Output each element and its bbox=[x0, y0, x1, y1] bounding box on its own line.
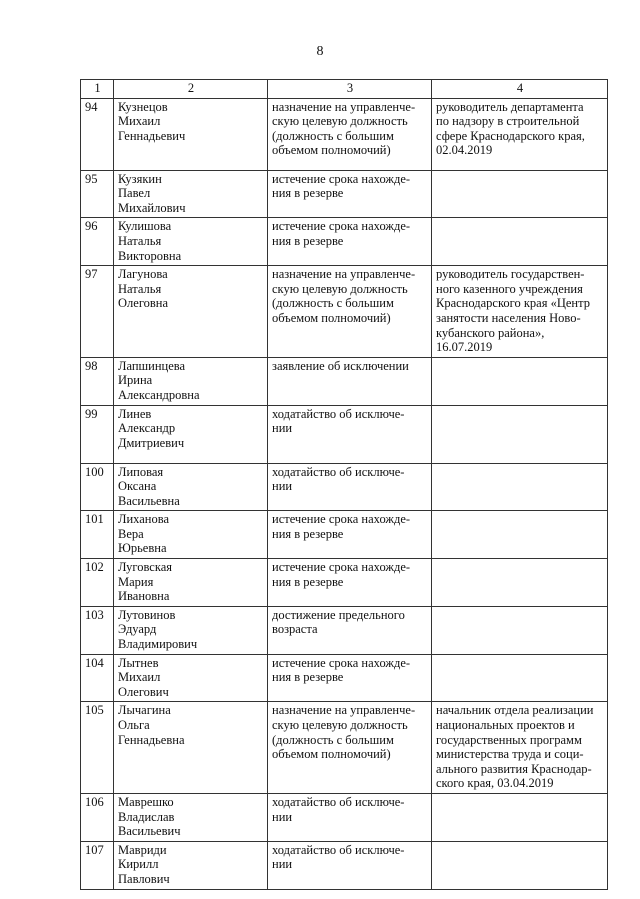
exclusion-reason: назначение на управленче- скую целевую должность (должность с большим объемом полномочий) bbox=[268, 702, 432, 794]
name-part: Павел bbox=[118, 186, 151, 201]
name-part: Михайлович bbox=[118, 200, 186, 215]
column-header: 2 bbox=[114, 80, 268, 99]
name-part: Наталья bbox=[118, 233, 162, 248]
appointed-position bbox=[432, 654, 608, 702]
row-number: 100 bbox=[81, 463, 114, 511]
row-number: 96 bbox=[81, 218, 114, 266]
name-part: Мария bbox=[118, 574, 154, 589]
person-name bbox=[114, 266, 268, 358]
reserve-exclusion-table bbox=[80, 79, 608, 890]
name-part: Ирина bbox=[118, 373, 153, 388]
appointed-position: руководитель департамента по надзору в строительной сфере Краснодарского края, 02.04.2019 bbox=[432, 98, 608, 170]
person-name bbox=[114, 793, 268, 841]
row-number: 107 bbox=[81, 841, 114, 889]
name-part: Олегович bbox=[118, 684, 169, 699]
column-header: 4 bbox=[432, 80, 608, 99]
name-part: Лычагина bbox=[118, 703, 171, 718]
name-part: Лытнев bbox=[118, 655, 159, 670]
name-part: Кулишова bbox=[118, 219, 172, 234]
name-part: Наталья bbox=[118, 281, 162, 296]
exclusion-reason: ходатайство об исключе- нии bbox=[268, 841, 432, 889]
column-header: 3 bbox=[268, 80, 432, 99]
appointed-position bbox=[432, 841, 608, 889]
name-part: Михаил bbox=[118, 114, 161, 129]
name-part: Владимирович bbox=[118, 637, 198, 652]
name-part: Геннадьевна bbox=[118, 732, 185, 747]
table-row bbox=[81, 606, 608, 654]
name-part: Владислав bbox=[118, 809, 175, 824]
person-name bbox=[114, 405, 268, 463]
person-name bbox=[114, 357, 268, 405]
exclusion-reason: истечение срока нахожде- ния в резерве bbox=[268, 170, 432, 218]
appointed-position: руководитель государствен- ного казенного учреждения Краснодарского края «Центр занятости населения Ново- кубанского района», 16.07.2019 bbox=[432, 266, 608, 358]
exclusion-reason: истечение срока нахожде- ния в резерве bbox=[268, 654, 432, 702]
row-number: 104 bbox=[81, 654, 114, 702]
appointed-position bbox=[432, 793, 608, 841]
row-number: 95 bbox=[81, 170, 114, 218]
row-number: 99 bbox=[81, 405, 114, 463]
appointed-position bbox=[432, 170, 608, 218]
name-part: Васильевна bbox=[118, 493, 180, 508]
exclusion-reason: истечение срока нахожде- ния в резерве bbox=[268, 218, 432, 266]
row-number: 102 bbox=[81, 559, 114, 607]
exclusion-reason: истечение срока нахожде- ния в резерве bbox=[268, 559, 432, 607]
name-part: Олеговна bbox=[118, 296, 169, 311]
appointed-position bbox=[432, 511, 608, 559]
name-part: Ивановна bbox=[118, 589, 170, 604]
row-number: 98 bbox=[81, 357, 114, 405]
row-number: 103 bbox=[81, 606, 114, 654]
appointed-position bbox=[432, 405, 608, 463]
exclusion-reason: назначение на управленче- скую целевую должность (должность с большим объемом полномочий) bbox=[268, 266, 432, 358]
table-row bbox=[81, 463, 608, 511]
table-row bbox=[81, 98, 608, 170]
name-part: Лапшинцева bbox=[118, 358, 186, 373]
person-name bbox=[114, 511, 268, 559]
name-part: Павлович bbox=[118, 871, 170, 886]
name-part: Геннадьевич bbox=[118, 128, 186, 143]
person-name bbox=[114, 463, 268, 511]
name-part: Дмитриевич bbox=[118, 435, 185, 450]
exclusion-reason: ходатайство об исключе- нии bbox=[268, 463, 432, 511]
exclusion-reason: назначение на управленче- скую целевую должность (должность с большим объемом полномочий) bbox=[268, 98, 432, 170]
name-part: Липовая bbox=[118, 464, 164, 479]
table-row bbox=[81, 793, 608, 841]
name-part: Оксана bbox=[118, 479, 157, 494]
name-part: Лагунова bbox=[118, 267, 168, 282]
name-part: Кузякин bbox=[118, 171, 162, 186]
person-name bbox=[114, 841, 268, 889]
person-name bbox=[114, 559, 268, 607]
row-number: 105 bbox=[81, 702, 114, 794]
name-part: Александровна bbox=[118, 387, 200, 402]
name-part: Мавриди bbox=[118, 842, 167, 857]
name-part: Васильевич bbox=[118, 824, 181, 839]
table-row bbox=[81, 218, 608, 266]
exclusion-reason: достижение предельного возраста bbox=[268, 606, 432, 654]
table-row bbox=[81, 170, 608, 218]
exclusion-reason: ходатайство об исключе- нии bbox=[268, 405, 432, 463]
table-header-row bbox=[81, 80, 608, 99]
appointed-position bbox=[432, 606, 608, 654]
appointed-position bbox=[432, 357, 608, 405]
person-name bbox=[114, 654, 268, 702]
name-part: Эдуард bbox=[118, 622, 157, 637]
name-part: Лиханова bbox=[118, 512, 170, 527]
table-row bbox=[81, 841, 608, 889]
table-row bbox=[81, 357, 608, 405]
person-name bbox=[114, 98, 268, 170]
name-part: Михаил bbox=[118, 670, 161, 685]
person-name bbox=[114, 702, 268, 794]
name-part: Луговская bbox=[118, 560, 173, 575]
table-row bbox=[81, 702, 608, 794]
row-number: 101 bbox=[81, 511, 114, 559]
name-part: Кирилл bbox=[118, 857, 159, 872]
person-name bbox=[114, 218, 268, 266]
row-number: 94 bbox=[81, 98, 114, 170]
row-number: 106 bbox=[81, 793, 114, 841]
name-part: Вера bbox=[118, 526, 144, 541]
name-part: Юрьевна bbox=[118, 541, 167, 556]
name-part: Кузнецов bbox=[118, 99, 168, 114]
name-part: Александр bbox=[118, 421, 176, 436]
person-name bbox=[114, 170, 268, 218]
page-number: 8 bbox=[316, 44, 324, 59]
exclusion-reason: истечение срока нахожде- ния в резерве bbox=[268, 511, 432, 559]
exclusion-reason: ходатайство об исключе- нии bbox=[268, 793, 432, 841]
table-row bbox=[81, 266, 608, 358]
table-row bbox=[81, 654, 608, 702]
row-number: 97 bbox=[81, 266, 114, 358]
name-part: Ольга bbox=[118, 718, 150, 732]
appointed-position bbox=[432, 463, 608, 511]
exclusion-reason: заявление об исключении bbox=[268, 357, 432, 405]
column-header: 1 bbox=[81, 80, 114, 99]
table-row bbox=[81, 559, 608, 607]
appointed-position bbox=[432, 559, 608, 607]
appointed-position bbox=[432, 218, 608, 266]
appointed-position: начальник отдела реализации национальных проектов и государственных программ министерства труда и соци- ального развития Краснодар- ского края, 03.04.2019 bbox=[432, 702, 608, 794]
person-name bbox=[114, 606, 268, 654]
name-part: Маврешко bbox=[118, 794, 174, 809]
name-part: Лутовинов bbox=[118, 607, 176, 622]
table-row bbox=[81, 511, 608, 559]
name-part: Линев bbox=[118, 406, 152, 421]
table-row bbox=[81, 405, 608, 463]
name-part: Викторовна bbox=[118, 248, 182, 263]
